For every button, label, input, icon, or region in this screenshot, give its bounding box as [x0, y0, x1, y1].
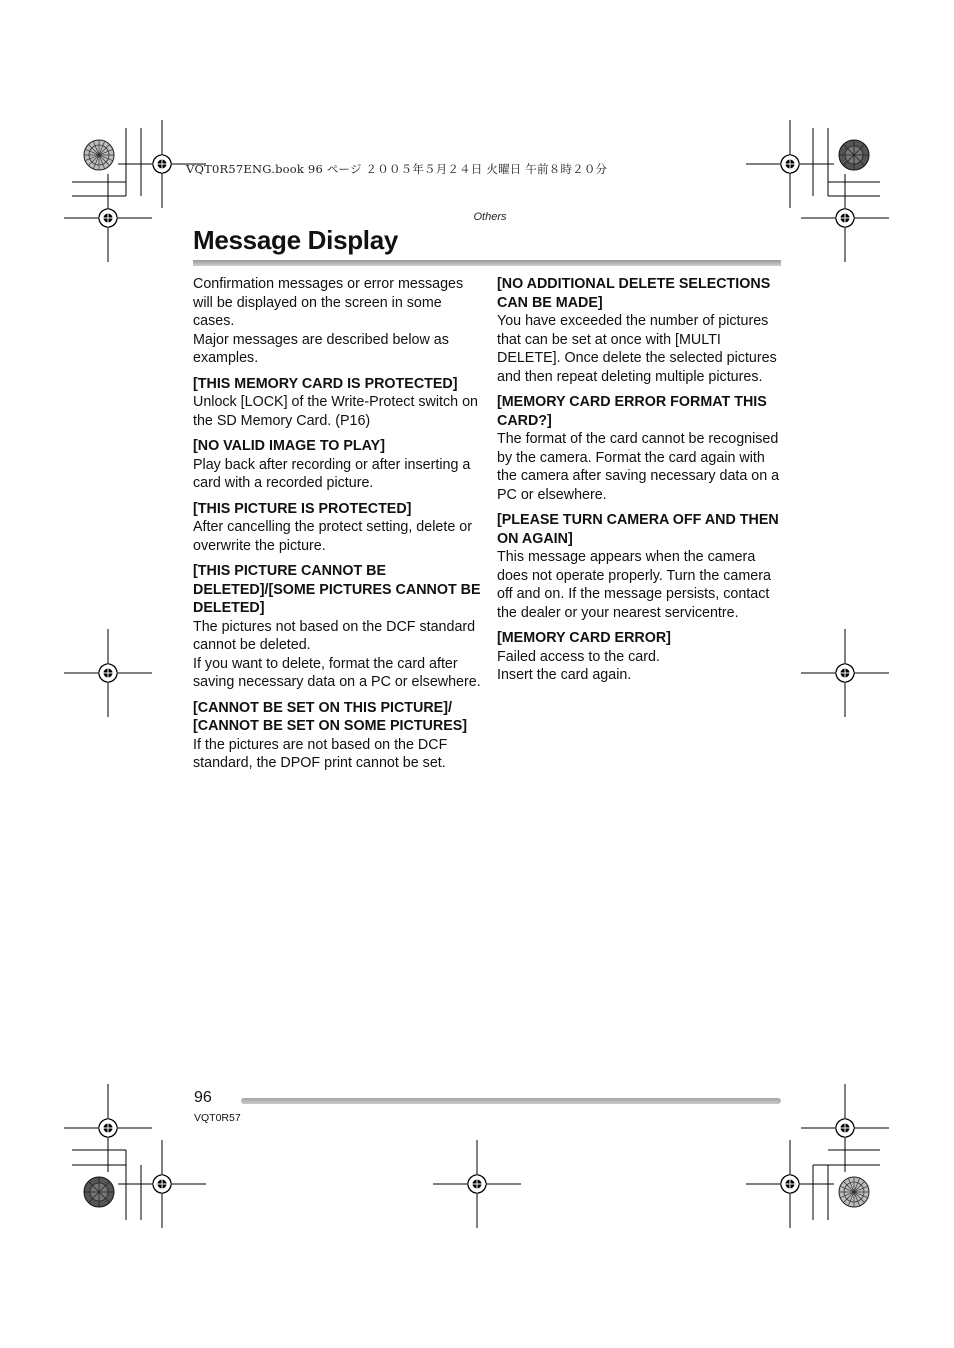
- intro-paragraph: Confirmation messages or error messages will be displayed on the screen in some cases.: [193, 276, 464, 329]
- intro-paragraph: Major messages are described below as examples.: [193, 331, 449, 366]
- message-entry: [497, 511, 787, 622]
- message-entry: [497, 275, 787, 386]
- message-description: The format of the card cannot be recognised by the camera. Format the card again with the camera after saving necessary data on a PC or elsewhere.: [497, 431, 780, 503]
- message-entry: [497, 629, 787, 685]
- message-description: The pictures not based on the DCF standard cannot be deleted.: [193, 618, 476, 653]
- message-title: [NO ADDITIONAL DELETE SELECTIONS CAN BE MADE]: [497, 276, 771, 311]
- message-description: If you want to delete, format the card after saving necessary data on a PC or elsewhere.: [193, 655, 481, 690]
- message-entry: [193, 375, 483, 431]
- left-column: [193, 275, 483, 773]
- message-title: [MEMORY CARD ERROR FORMAT THIS CARD?]: [497, 394, 767, 429]
- message-description: Insert the card again.: [497, 667, 632, 683]
- message-entry: [193, 437, 483, 493]
- file-header: VQT0R57ENG.book 96 ページ ２００５年５月２４日 火曜日 午前８時２０分: [186, 162, 608, 176]
- message-description: Unlock [LOCK] of the Write-Protect switch on the SD Memory Card. (P16): [193, 394, 478, 429]
- model-code: VQT0R57: [194, 1112, 241, 1124]
- message-entry: [497, 393, 787, 504]
- message-title: [PLEASE TURN CAMERA OFF AND THEN ON AGAIN]: [497, 512, 779, 547]
- page-number: 96: [194, 1089, 212, 1106]
- message-title: [CANNOT BE SET ON THIS PICTURE]/ [CANNOT BE SET ON SOME PICTURES]: [193, 699, 468, 734]
- footer-rule: [241, 1098, 781, 1104]
- message-description: This message appears when the camera does not operate properly. Turn the camera off and on. If the message persists, contact the dealer or your nearest servicentre.: [497, 549, 771, 621]
- message-title: [THIS PICTURE IS PROTECTED]: [193, 500, 412, 517]
- message-description: Play back after recording or after inserting a card with a recorded picture.: [193, 456, 471, 491]
- right-column: [497, 275, 787, 685]
- message-description: Failed access to the card.: [497, 648, 660, 665]
- message-title: [THIS PICTURE CANNOT BE DELETED]/[SOME PICTURES CANNOT BE DELETED]: [193, 563, 481, 616]
- message-entry: [193, 500, 483, 556]
- message-title: [NO VALID IMAGE TO PLAY]: [193, 438, 385, 454]
- message-entry: [193, 562, 483, 692]
- page-title: Message Display: [193, 225, 399, 255]
- section-label: Others: [473, 211, 507, 223]
- message-description: After cancelling the protect setting, delete or overwrite the picture.: [193, 519, 472, 554]
- message-title: [MEMORY CARD ERROR]: [497, 630, 671, 646]
- message-entry: [193, 699, 483, 773]
- title-rule: [193, 260, 781, 266]
- message-description: You have exceeded the number of pictures that can be set at once with [MULTI DELETE]. Once delete the selected pictures and then repeat deleting multiple pictures.: [497, 313, 777, 385]
- message-title: [THIS MEMORY CARD IS PROTECTED]: [193, 375, 458, 392]
- message-description: If the pictures are not based on the DCF standard, the DPOF print cannot be set.: [193, 736, 448, 771]
